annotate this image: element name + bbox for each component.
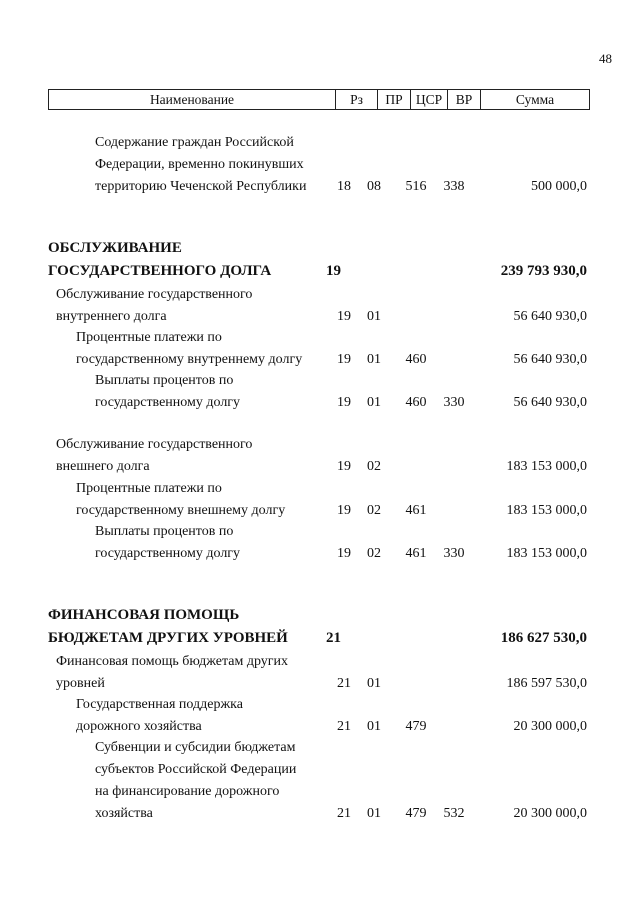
row-sum: 183 153 000,0 — [506, 459, 587, 474]
row-pr: 02 — [367, 503, 381, 518]
row-rz: 19 — [326, 263, 341, 279]
row-rz: 19 — [337, 309, 351, 324]
row-csr: 461 — [405, 546, 427, 561]
row-name-line: ОБСЛУЖИВАНИЕ — [48, 240, 182, 256]
row-name-line: Выплаты процентов по — [95, 524, 234, 539]
row-rz: 18 — [337, 179, 351, 194]
row-sum: 20 300 000,0 — [513, 719, 587, 734]
row-sum: 56 640 930,0 — [513, 352, 587, 367]
row-rz: 19 — [337, 395, 351, 410]
row-name-line: Процентные платежи по — [76, 481, 222, 496]
row-rz: 21 — [337, 719, 351, 734]
row-name-line: Процентные платежи по — [76, 330, 222, 345]
row-name-line: государственному долгу — [95, 395, 241, 410]
row-pr: 02 — [367, 459, 381, 474]
row-sum: 56 640 930,0 — [513, 309, 587, 324]
row-name-line: Субвенции и субсидии бюджетам — [95, 740, 296, 755]
row-rz: 21 — [337, 806, 351, 821]
header-rz: Рз — [336, 90, 378, 109]
row-name-line: государственному внутреннему долгу — [76, 352, 303, 367]
row-vr: 532 — [443, 806, 465, 821]
row-name-line: субъектов Российской Федерации — [95, 762, 297, 777]
row-sum: 239 793 930,0 — [500, 263, 587, 279]
row-pr: 02 — [367, 546, 381, 561]
row-name-line: внешнего долга — [56, 459, 150, 474]
row-name-line: Обслуживание государственного — [56, 287, 253, 302]
row-sum: 186 597 530,0 — [506, 676, 587, 691]
row-sum: 186 627 530,0 — [500, 630, 587, 646]
row-vr: 330 — [443, 546, 465, 561]
row-csr: 460 — [405, 395, 427, 410]
row-pr: 01 — [367, 719, 381, 734]
row-rz: 19 — [337, 503, 351, 518]
row-sum: 500 000,0 — [531, 179, 587, 194]
row-pr: 01 — [367, 309, 381, 324]
row-sum: 20 300 000,0 — [513, 806, 587, 821]
row-sum: 183 153 000,0 — [506, 546, 587, 561]
row-name-line: ФИНАНСОВАЯ ПОМОЩЬ — [48, 607, 240, 623]
row-name-line: Финансовая помощь бюджетам других — [56, 654, 289, 669]
row-name-line: Обслуживание государственного — [56, 437, 253, 452]
row-pr: 08 — [367, 179, 381, 194]
row-rz: 21 — [337, 676, 351, 691]
row-name-line: на финансирование дорожного — [95, 784, 280, 799]
header-sum: Сумма — [515, 91, 555, 107]
row-name-line: Содержание граждан Российской — [95, 135, 294, 150]
row-name-line: государственному внешнему долгу — [76, 503, 286, 518]
row-name-line: БЮДЖЕТАМ ДРУГИХ УРОВНЕЙ — [48, 630, 288, 646]
header-pr: ПР — [378, 90, 411, 109]
row-name-line: Федерации, временно покинувших — [95, 157, 304, 172]
row-name-line: Государственная поддержка — [76, 697, 243, 712]
row-name-line: государственному долгу — [95, 546, 241, 561]
row-name-line: внутреннего долга — [56, 309, 167, 324]
row-rz: 19 — [337, 352, 351, 367]
row-name-line: уровней — [56, 676, 105, 691]
row-rz: 19 — [337, 459, 351, 474]
row-rz: 21 — [326, 630, 341, 646]
page-number: 48 — [599, 51, 612, 66]
row-name-line: территорию Чеченской Республики — [95, 179, 307, 194]
header-csr: ЦСР — [411, 90, 448, 109]
row-csr: 460 — [405, 352, 427, 367]
row-csr: 516 — [405, 179, 427, 194]
row-name-line: дорожного хозяйства — [76, 719, 202, 734]
header-vr: ВР — [448, 90, 481, 109]
row-name-line: ГОСУДАРСТВЕННОГО ДОЛГА — [48, 263, 272, 279]
row-pr: 01 — [367, 806, 381, 821]
row-csr: 479 — [405, 719, 427, 734]
row-vr: 330 — [443, 395, 465, 410]
row-rz: 19 — [337, 546, 351, 561]
row-sum: 56 640 930,0 — [513, 395, 587, 410]
row-pr: 01 — [367, 676, 381, 691]
row-pr: 01 — [367, 352, 381, 367]
row-sum: 183 153 000,0 — [506, 503, 587, 518]
row-csr: 461 — [405, 503, 427, 518]
header-name: Наименование — [49, 90, 336, 109]
row-name-line: хозяйства — [95, 806, 153, 821]
row-name-line: Выплаты процентов по — [95, 373, 234, 388]
row-vr: 338 — [443, 179, 465, 194]
row-pr: 01 — [367, 395, 381, 410]
row-csr: 479 — [405, 806, 427, 821]
